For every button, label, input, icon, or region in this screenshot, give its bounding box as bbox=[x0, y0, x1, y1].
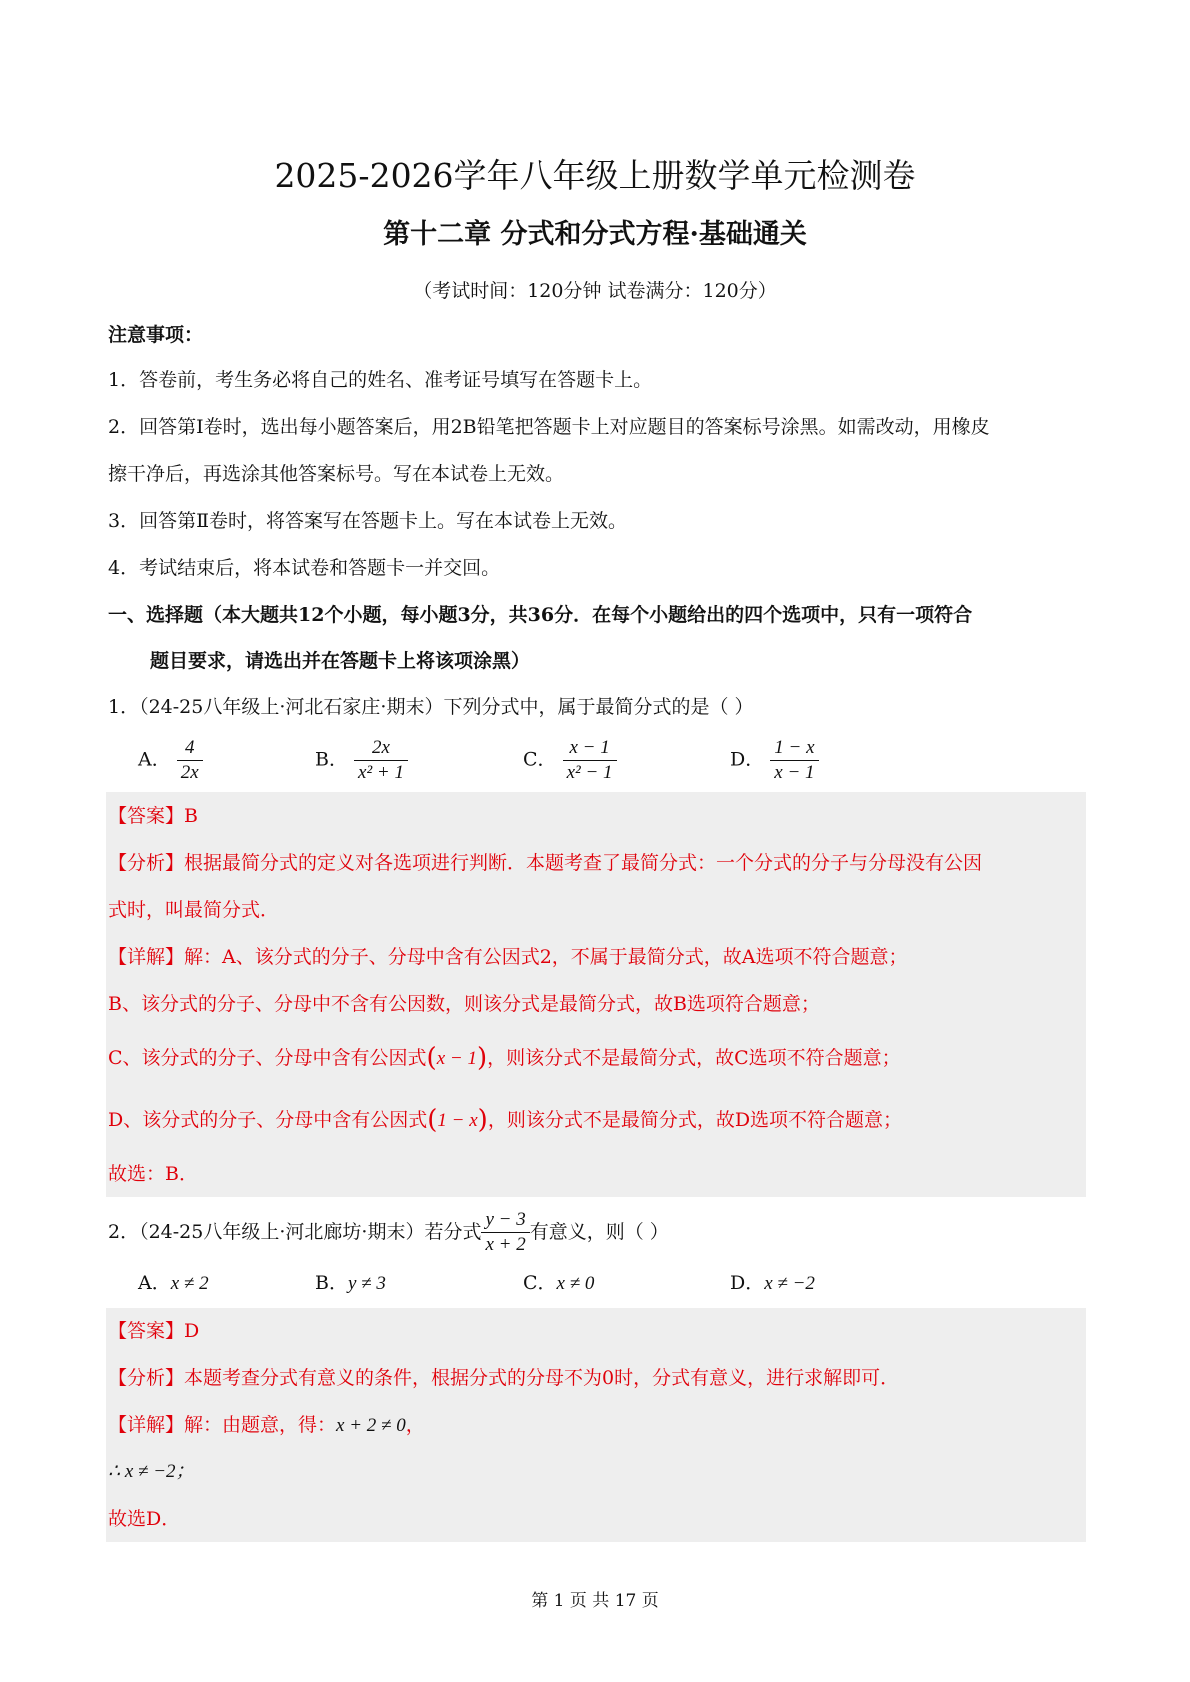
q1-option-a: A． $\frac{4}{2x}$ bbox=[138, 736, 203, 785]
question-1-stem: 1．（24-25八年级上·河北石家庄·期末）下列分式中，属于最简分式的是（ ） bbox=[108, 696, 754, 718]
q1-analysis: 【分析】根据最简分式的定义对各选项进行判断．本题考查了最简分式：一个分式的分子与分母没有公因 bbox=[108, 852, 983, 874]
q1-option-d-fraction: $\frac{1 - x}{x - 1}$ bbox=[770, 736, 818, 785]
q1-conclusion: 故选：B． bbox=[108, 1163, 198, 1185]
chapter-subtitle: 第十二章 分式和分式方程·基础通关 bbox=[383, 219, 807, 250]
exam-info: （考试时间：120分钟 试卷满分：120分） bbox=[413, 280, 777, 302]
q1-detail-c-factor: x − 1 bbox=[436, 1048, 477, 1069]
q1-analysis-cont: 式时，叫最简分式． bbox=[108, 899, 280, 921]
note-item-3: 3．回答第Ⅱ卷时，将答案写在答题卡上。写在本试卷上无效。 bbox=[108, 510, 628, 532]
page-number: 第 1 页 共 17 页 bbox=[531, 1591, 659, 1611]
note-item-1: 1．答卷前，考生务必将自己的姓名、准考证号填写在答题卡上。 bbox=[108, 369, 653, 391]
q2-option-c: C．x ≠ 0 bbox=[523, 1272, 595, 1294]
q1-option-b: B． $\frac{2x}{\text{x² + 1}}$ bbox=[315, 736, 408, 785]
q1-option-b-fraction: $\frac{2x}{\text{x² + 1}}$ bbox=[354, 736, 408, 785]
q2-fraction: $\frac{y - 3}{x + 2}$ bbox=[481, 1208, 529, 1257]
q1-detail-b: B、该分式的分子、分母中不含有公因数，则该分式是最简分式，故B选项符合题意； bbox=[108, 993, 820, 1015]
note-item-4: 4．考试结束后，将本试卷和答题卡一并交回。 bbox=[108, 557, 501, 579]
q1-option-c: C． $\frac{x - 1}{\text{x² − 1}}$ bbox=[523, 736, 617, 785]
page-title: 2025-2026学年八年级上册数学单元检测卷 bbox=[274, 156, 916, 195]
q2-analysis: 【分析】本题考查分式有意义的条件，根据分式的分母不为0时，分式有意义，进行求解即可． bbox=[108, 1367, 900, 1389]
question-2-stem: 2．（24-25八年级上·河北廊坊·期末）若分式 $\frac{y - 3}{x + 2}$ 有意义，则（ ） bbox=[108, 1208, 669, 1255]
q2-option-a: A．x ≠ 2 bbox=[138, 1272, 209, 1294]
q1-detail-c: C、该分式的分子、分母中含有公因式(x − 1)，则该分式不是最简分式，故C选项不符合题意； bbox=[108, 1043, 901, 1073]
note-item-2-cont: 擦干净后，再选涂其他答案标号。写在本试卷上无效。 bbox=[108, 463, 565, 485]
q1-option-d: D． $\frac{1 - x}{x - 1}$ bbox=[730, 736, 819, 785]
q2-detail-inequality: x + 2 ≠ 0 bbox=[336, 1415, 406, 1436]
q2-option-d: D．x ≠ −2 bbox=[730, 1272, 815, 1294]
q2-conclusion: 故选D． bbox=[108, 1508, 181, 1530]
q1-option-a-fraction: $\frac{4}{2x}$ bbox=[177, 736, 203, 785]
q2-detail: 【详解】解：由题意，得：x + 2 ≠ 0， bbox=[108, 1414, 425, 1436]
q1-detail-d: D、该分式的分子、分母中含有公因式(1 − x)，则该分式不是最简分式，故D选项不符合题意； bbox=[108, 1105, 903, 1135]
q2-option-b: B．y ≠ 3 bbox=[315, 1272, 386, 1294]
q1-detail-d-factor: 1 − x bbox=[437, 1110, 478, 1131]
note-item-2: 2．回答第Ⅰ卷时，选出每小题答案后，用2B铅笔把答题卡上对应题目的答案标号涂黑。如需改动，用橡皮 bbox=[108, 416, 990, 438]
section-heading: 一、选择题（本大题共12个小题，每小题3分，共36分．在每个小题给出的四个选项中，只有一项符合 bbox=[108, 604, 973, 626]
q1-detail-a: 【详解】解：A、该分式的分子、分母中含有公因式2，不属于最简分式，故A选项不符合题意； bbox=[108, 946, 908, 968]
section-heading-cont: 题目要求，请选出并在答题卡上将该项涂黑） bbox=[150, 650, 531, 672]
q1-option-c-fraction: $\frac{x - 1}{\text{x² − 1}}$ bbox=[563, 736, 617, 785]
notes-heading: 注意事项： bbox=[108, 324, 204, 346]
q1-answer: 【答案】B bbox=[108, 805, 198, 827]
q2-answer: 【答案】D bbox=[108, 1320, 200, 1342]
q2-step: ∴ x ≠ −2； bbox=[108, 1461, 195, 1482]
